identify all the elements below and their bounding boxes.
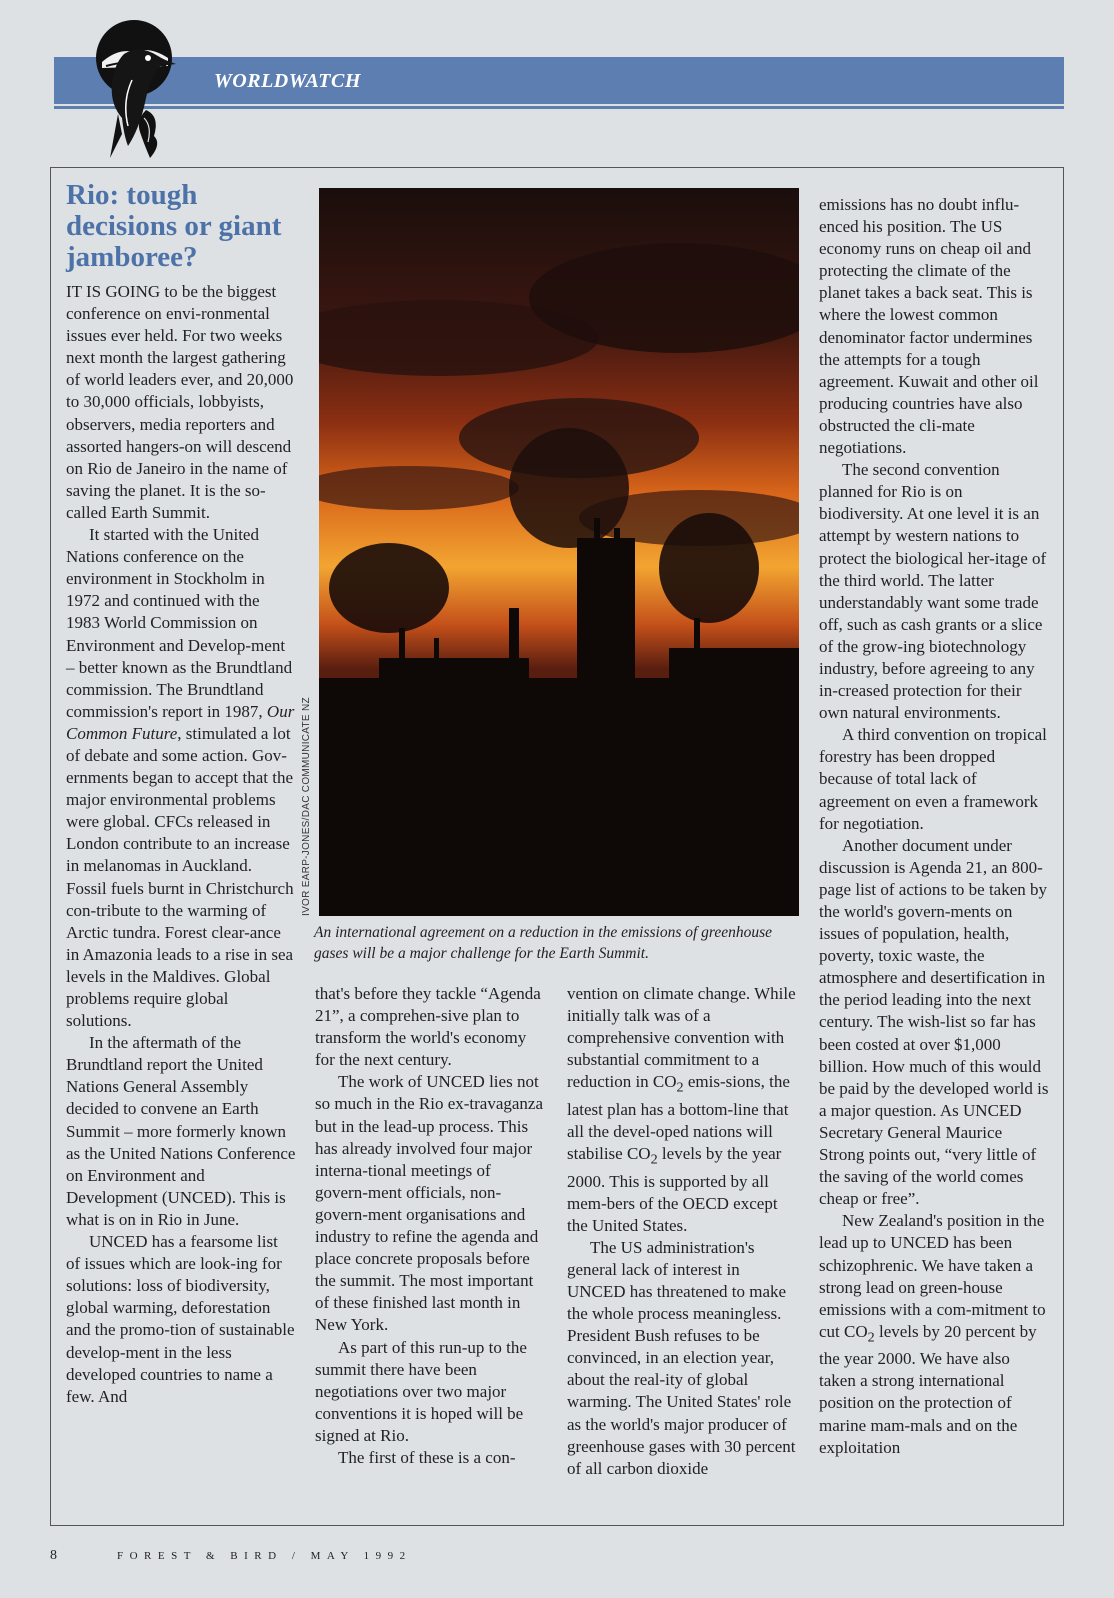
paragraph: IT IS GOING to be the biggest conference on envi-ronmental issues ever held. For two weeks next month the largest gathering of world leaders ever, and 20,000 to 30,000 officials, lobbyists, observers, media reporters and assorted hangers-on will descend on Rio de Janeiro in the name of saving the planet. It is the so-called Earth Summit. xyxy=(66,282,294,522)
publication-line: FOREST & BIRD / MAY 1992 xyxy=(117,1550,412,1562)
paragraph: A third convention on tropical forestry has been dropped because of total lack of agreement on even a framework for negotiation. xyxy=(819,725,1047,833)
section-banner xyxy=(54,57,1064,104)
section-label: WORLDWATCH xyxy=(214,70,361,92)
article-column-1 xyxy=(66,281,296,1408)
banner-rule xyxy=(54,106,1064,109)
photo-credit: IVOR EARP-JONES/DAC COMMUNICATE NZ xyxy=(301,697,312,916)
paragraph: UNCED has a fearsome list of issues which are look-ing for solutions: loss of biodiversity, global warming, deforestation and the promo-tion of sustainable develop-ment in the less developed countries to name a few. And xyxy=(66,1232,295,1406)
article-column-4 xyxy=(819,194,1049,1459)
article-title: Rio: tough decisions or giant jamboree? xyxy=(66,179,282,273)
article-column-2 xyxy=(315,983,547,1469)
bird-logo-icon xyxy=(88,18,188,164)
page-number: 8 xyxy=(50,1548,57,1563)
paragraph: Another document under discussion is Agenda 21, an 800-page list of actions to be taken by the world's govern-ments on issues of population, health, poverty, toxic waste, the atmosphere and desertification in the period leading into the next century. The wish-list so far has been costed at over $1,000 billion. How much of this would be paid by the developed world is a major question. As UNCED Secretary General Maurice Strong points out, “very little of the saving of the world comes cheap or free”. xyxy=(819,835,1049,1209)
paragraph: As part of this run-up to the summit there have been negotiations over two major conventions it is hoped will be signed at Rio. xyxy=(315,1337,527,1445)
paragraph: emissions has no doubt influ-enced his position. The US economy runs on cheap oil and protecting the climate of the planet takes a back seat. This is where the lowest common denominator factor undermines the attempts for a tough agreement. Kuwait and other oil producing countries have also obstructed the cli-mate negotiations. xyxy=(819,195,1039,458)
paragraph: that's before they tackle “Agenda 21”, a comprehen-sive plan to transform the world's economy for the next century. xyxy=(315,984,541,1070)
paragraph: The work of UNCED lies not so much in the Rio ex-travaganza but in the lead-up process. This has already involved four major interna-tional meetings of govern-ment officials, non-govern-ment organisations and industry to refine the agenda and place concrete proposals before the summit. The most important of these finished last month in New York. xyxy=(315,1072,544,1335)
paragraph: In the aftermath of the Brundtland report the United Nations General Assembly decided to convene an Earth Summit – more formerly known as the United Nations Conference on Environment and Development (UNCED). This is what is on in Rio in June. xyxy=(66,1033,296,1229)
paragraph: It started with the United Nations conference on the environment in Stockholm in 1972 and continued with the 1983 World Commission on Environment and Develop-ment – better known as the Brundtland commission. The Brundtland commission's report in 1987, Our Common Future, stimulated a lot of debate and some action. Gov-ernments began to accept that the major environmental problems were global. CFCs released in London contribute to an increase in melanomas in Auckland. Fossil fuels burnt in Christchurch con-tribute to the warming of Arctic tundra. Forest clear-ance in Amazonia leads to a rise in sea levels in the Maldives. Global problems require global solutions. xyxy=(66,525,295,1031)
refinery-sunset-photo xyxy=(319,188,799,916)
paragraph: vention on climate change. While initially talk was of a comprehensive convention with substantial commitment to a reduction in $CO_2$ emis-sions, the latest plan has a bottom-line that all the devel-oped nations will stabilise $CO_2$ levels by the year 2000. This is supported by all mem-bers of the OECD except the United States. xyxy=(567,984,796,1235)
paragraph: The first of these is a con- xyxy=(338,1447,516,1467)
photo-caption: An international agreement on a reduction in the emissions of greenhouse gases will be a major challenge for the Earth Summit. xyxy=(314,924,773,962)
paragraph: New Zealand's position in the lead up to UNCED has been schizophrenic. We have taken a strong lead on green-house emissions with a com-mitment to cut $CO_2$ levels by 20 percent by the year 2000. We have also taken a strong international position on the protection of marine mam-mals and on the exploitation xyxy=(819,1211,1046,1457)
paragraph: The US administration's general lack of interest in UNCED has threatened to make the whole process meaningless. President Bush refuses to be convinced, in an election year, about the real-ity of global warming. The United States' role as the world's major producer of greenhouse gases with 30 percent of all carbon dioxide xyxy=(567,1237,796,1478)
article-column-3 xyxy=(567,983,799,1480)
paragraph: The second convention planned for Rio is on biodiversity. At one level it is an attempt by western nations to protect the biological her-itage of the third world. The latter understandably want some trade off, such as cash grants or a slice of the grow-ing biotechnology industry, before agreeing to any in-creased protection for their own natural environments. xyxy=(819,460,1047,723)
